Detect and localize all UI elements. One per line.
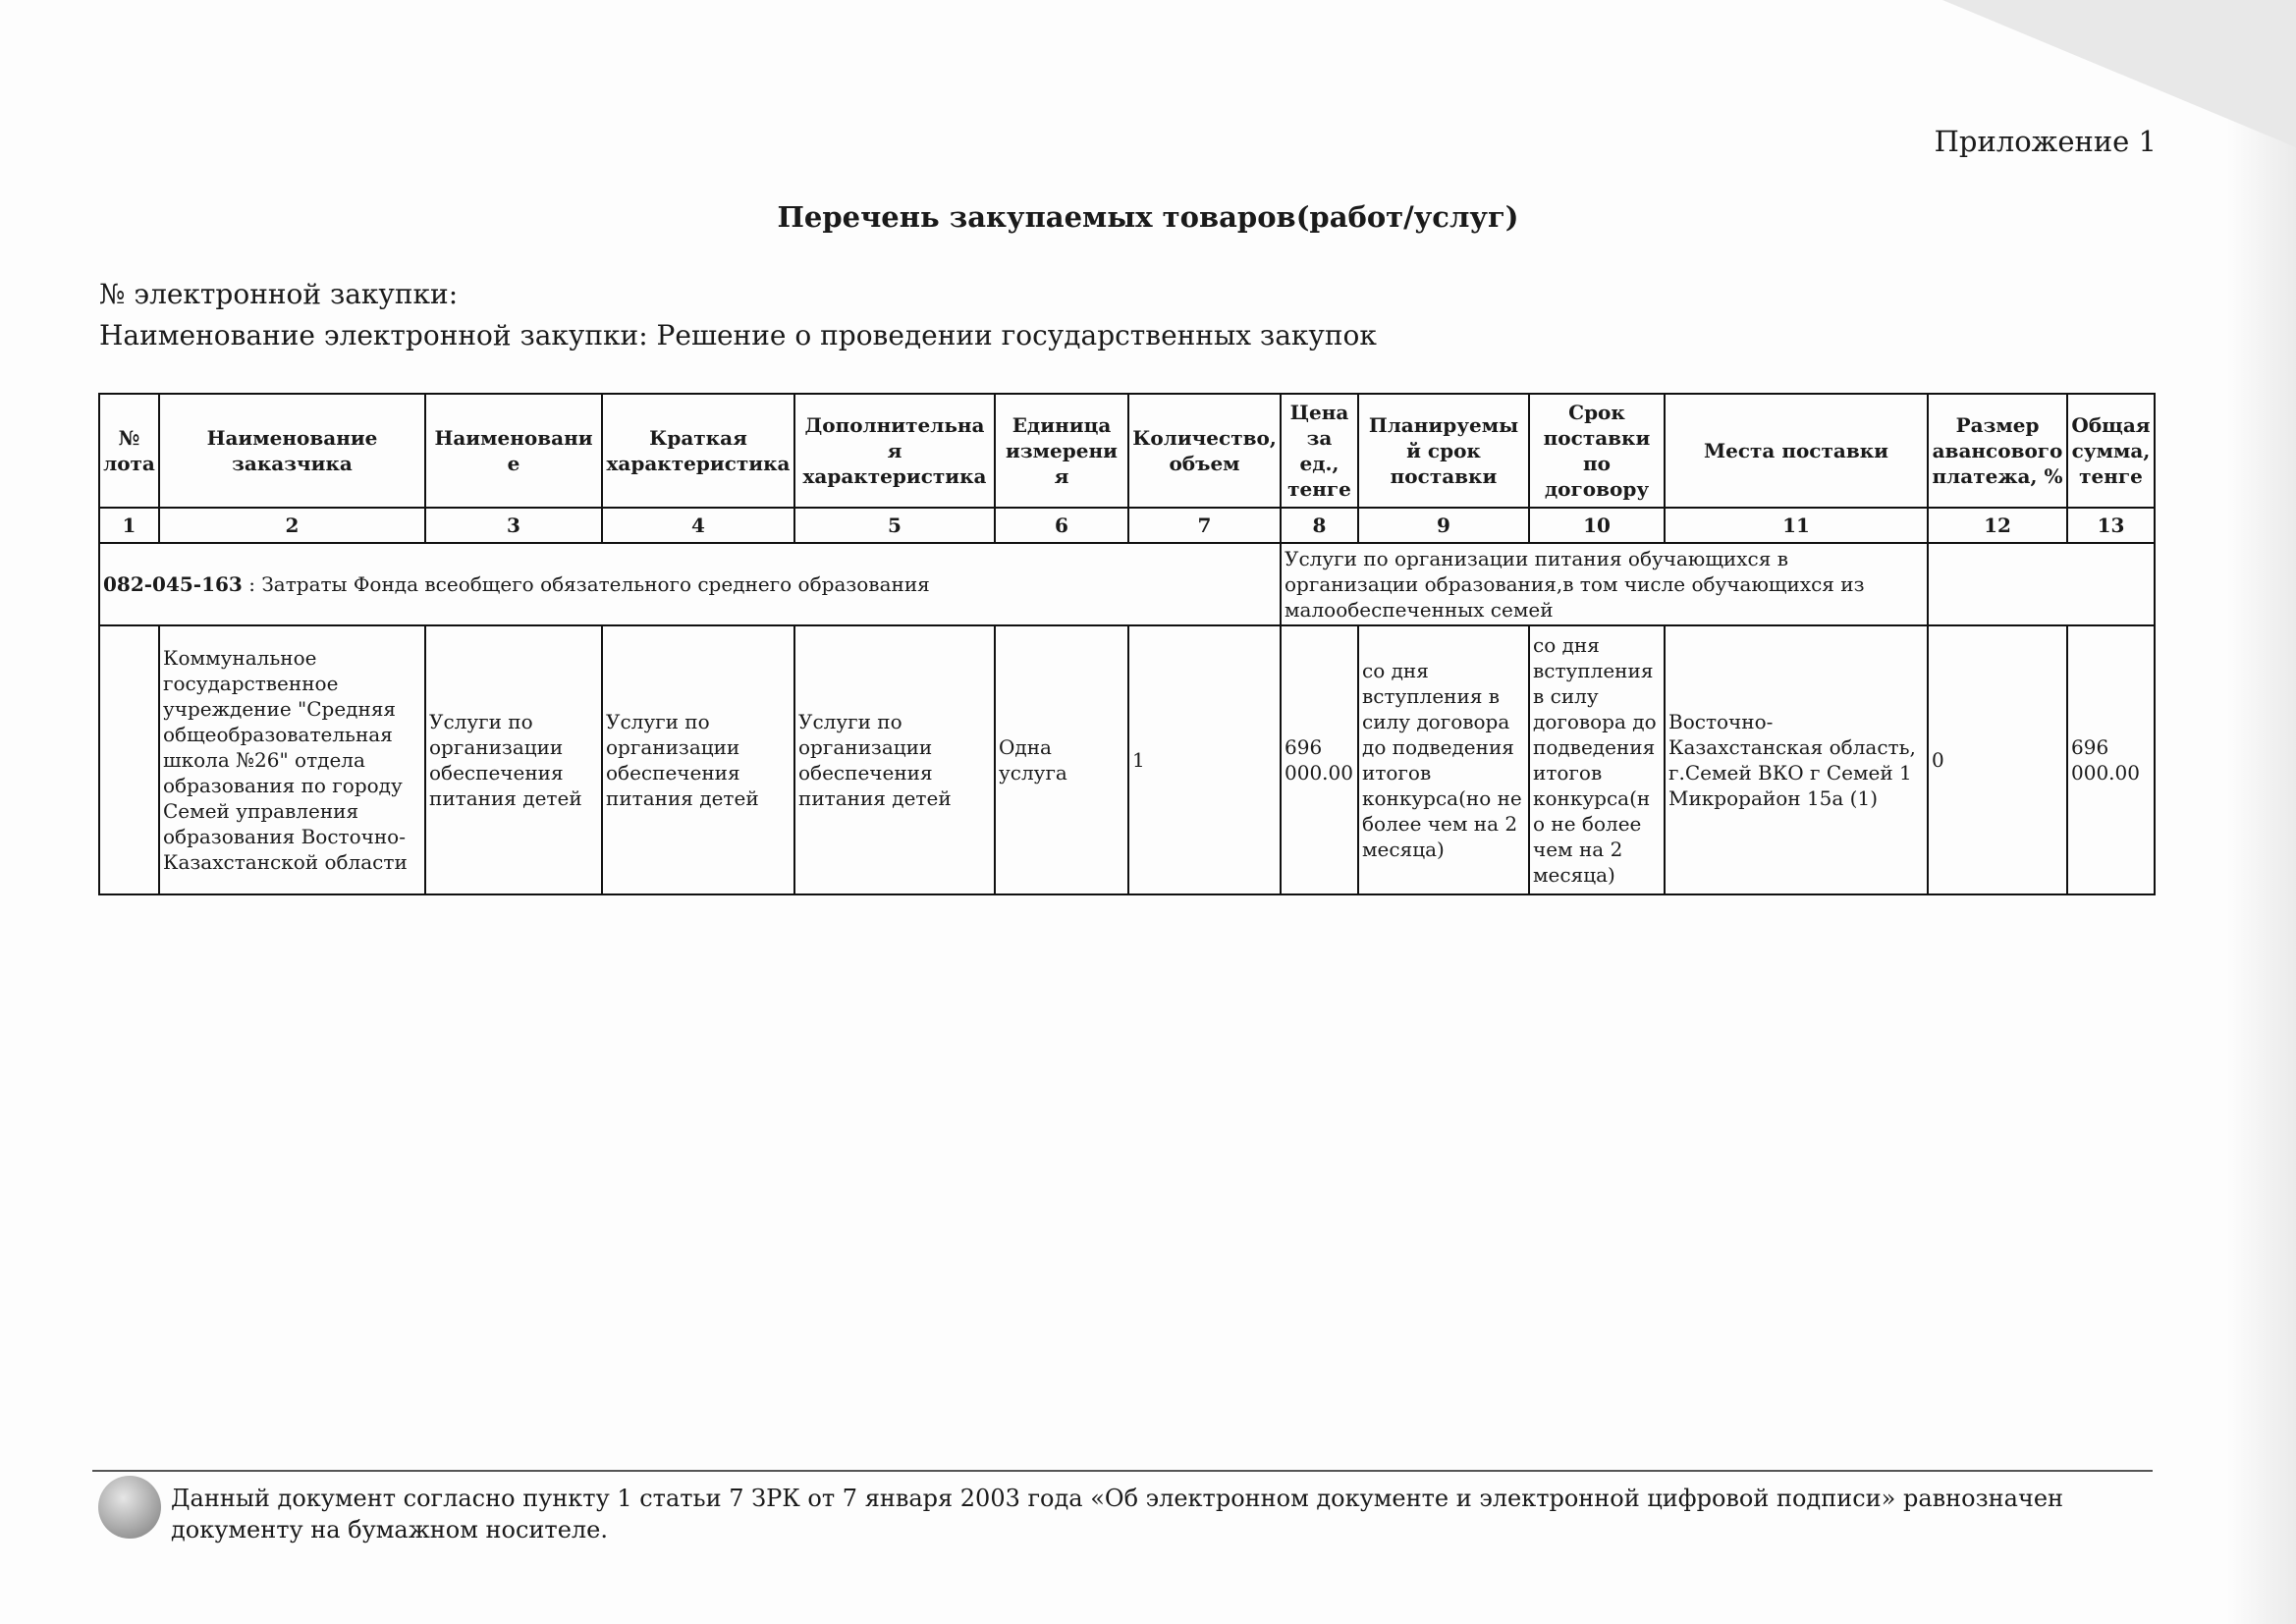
header-cell: Дополнительная характеристика: [794, 394, 995, 508]
seal-icon: [98, 1476, 161, 1539]
cell-total: 696 000.00: [2067, 625, 2155, 894]
cell-unit-price: 696 000.00: [1281, 625, 1358, 894]
column-number: 11: [1665, 508, 1928, 543]
cell-name: Услуги по организации обеспечения питания детей: [425, 625, 602, 894]
header-cell: Наименование заказчика: [159, 394, 425, 508]
lot-extra: [1928, 543, 2155, 625]
cell-extra-desc: Услуги по организации обеспечения питания детей: [794, 625, 995, 894]
procurement-number-label: № электронной закупки:: [99, 278, 459, 310]
lot-cell: [99, 543, 1281, 625]
table-row: [99, 625, 2155, 894]
column-number: 7: [1128, 508, 1281, 543]
header-cell: Срок поставки по договору: [1529, 394, 1665, 508]
header-cell: Наименование: [425, 394, 602, 508]
cell-advance: 0: [1928, 625, 2067, 894]
cell-quantity: 1: [1128, 625, 1281, 894]
procurement-name-line: Наименование электронной закупки: Решение о проведении государственных закупок: [99, 319, 1377, 352]
header-cell: Цена за ед., тенге: [1281, 394, 1358, 508]
footer-divider: [92, 1470, 2153, 1472]
column-number: 8: [1281, 508, 1358, 543]
header-cell: Места поставки: [1665, 394, 1928, 508]
cell-short-desc: Услуги по организации обеспечения питания детей: [602, 625, 794, 894]
cell-unit: Одна услуга: [995, 625, 1128, 894]
cell-delivery-place: Восточно-Казахстанская область, г.Семей ВКО г Семей 1 Микрорайон 15а (1): [1665, 625, 1928, 894]
header-cell: Количество, объем: [1128, 394, 1281, 508]
footer-note: Данный документ согласно пункту 1 статьи 7 ЗРК от 7 января 2003 года «Об электронном документе и электронной цифровой подписи» равнозначен документу на бумажном носителе.: [171, 1485, 2064, 1544]
goods-table: [98, 393, 2156, 895]
header-cell: Единица измерения: [995, 394, 1128, 508]
column-number: 5: [794, 508, 995, 543]
header-row: [99, 394, 2155, 508]
cell-contract-term: со дня вступления в силу договора до подведения итогов конкурса(но не более чем на 2 месяца): [1529, 625, 1665, 894]
column-number: 9: [1358, 508, 1529, 543]
cell-customer: Коммунальное государственное учреждение "Средняя общеобразовательная школа №26" отдела образования по городу Семей управления образования Восточно-Казахстанской области: [159, 625, 425, 894]
annex-label: Приложение 1: [1934, 125, 2157, 158]
lot-code: 082-045-163: [103, 572, 243, 596]
header-cell: Краткая характеристика: [602, 394, 794, 508]
lot-service: Услуги по организации питания обучающихся в организации образования,в том числе обучающихся из малообеспеченных семей: [1281, 543, 1928, 625]
page-edge-shadow: [2227, 0, 2296, 1624]
column-number: 10: [1529, 508, 1665, 543]
column-number: 6: [995, 508, 1128, 543]
header-cell: Размер авансового платежа, %: [1928, 394, 2067, 508]
column-number: 1: [99, 508, 159, 543]
cell-planned-term: со дня вступления в силу договора до подведения итогов конкурса(но не более чем на 2 месяца): [1358, 625, 1529, 894]
column-number: 13: [2067, 508, 2155, 543]
lot-row: [99, 543, 2155, 625]
document-title: Перечень закупаемых товаров(работ/услуг): [777, 200, 1519, 234]
cell-lot-no: [99, 625, 159, 894]
column-number: 4: [602, 508, 794, 543]
header-cell: № лота: [99, 394, 159, 508]
column-number: 3: [425, 508, 602, 543]
header-cell: Планируемый срок поставки: [1358, 394, 1529, 508]
column-number: 12: [1928, 508, 2067, 543]
lot-description: : Затраты Фонда всеобщего обязательного среднего образования: [242, 572, 930, 596]
column-number-row: [99, 508, 2155, 543]
header-cell: Общая сумма, тенге: [2067, 394, 2155, 508]
column-number: 2: [159, 508, 425, 543]
